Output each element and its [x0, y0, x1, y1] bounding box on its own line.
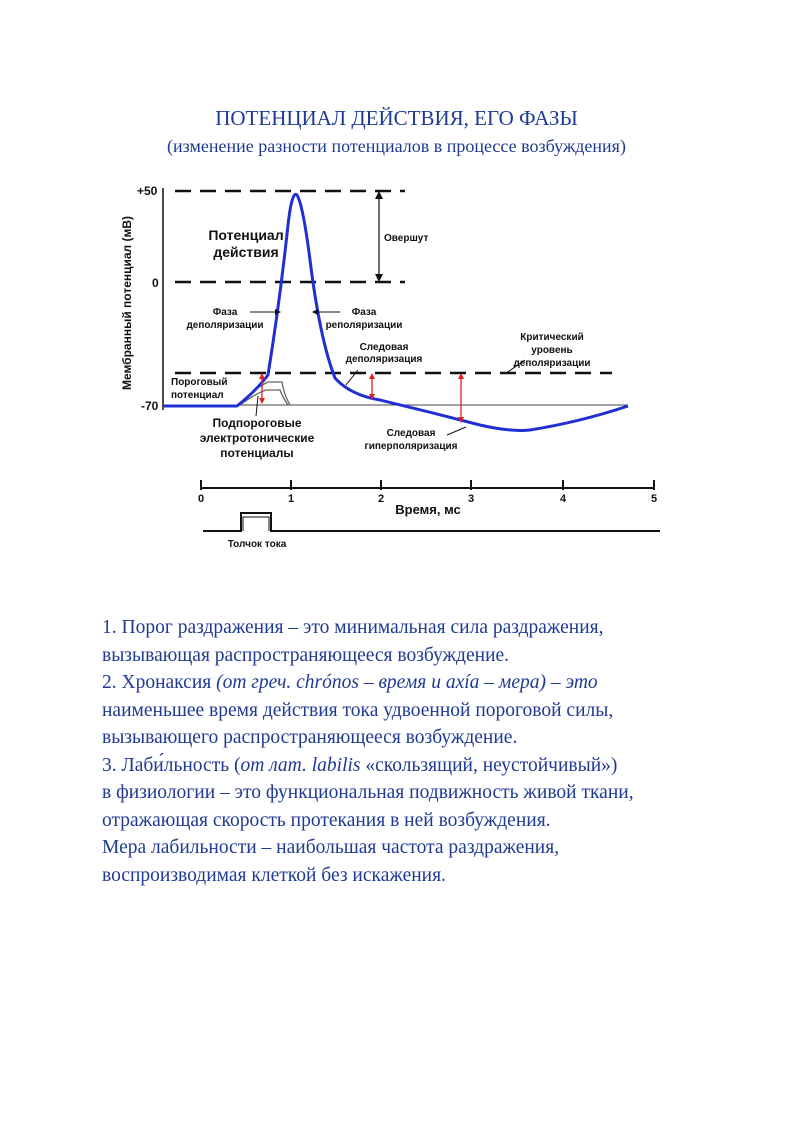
def-lability-line-1: 3. Лаби́льность (от лат. labilis «скользящий, неустойчивый») [102, 754, 618, 776]
def-chronaxie-line-2: наименьшее время действия тока удвоенной пороговой силы, [102, 699, 614, 721]
label-trace-depol-1: Следовая [359, 342, 409, 353]
label-action-potential-2: действия [213, 244, 279, 260]
label-trace-depol-2: деполяризация [345, 354, 423, 365]
def-lability-line-2: в физиологии – это функциональная подвижность живой ткани, [102, 782, 634, 803]
label-trace-hyper-2: гиперполяризация [364, 441, 458, 452]
x-tick-0: 0 [197, 493, 205, 505]
label-trace-hyper-1: Следовая [386, 428, 436, 439]
label-overshoot: Овершут [384, 233, 429, 244]
y-tick-minus70: -70 [141, 399, 159, 413]
y-tick-zero: 0 [152, 276, 159, 290]
x-tick-5: 5 [650, 493, 658, 505]
label-action-potential-1: Потенциал [208, 227, 284, 243]
y-axis-label: Мембранный потенциал (мВ) [120, 215, 134, 391]
page-title: ПОТЕНЦИАЛ ДЕЙСТВИЯ, ЕГО ФАЗЫ [215, 106, 578, 130]
def-lability-measure-line-1: Мера лабильности – наибольшая частота раздражения, [102, 837, 560, 858]
x-tick-1: 1 [287, 493, 295, 505]
def-chronaxie-line-1: 2. Хронаксия (от греч. chrónos – время и axía – мера) – это [102, 672, 598, 693]
label-critical-1: Критический [520, 332, 584, 343]
label-depol-2: деполяризации [186, 320, 264, 331]
label-stimulus: Толчок тока [227, 539, 287, 550]
x-tick-3: 3 [467, 493, 475, 505]
label-subthreshold-2: электротонические [199, 431, 315, 445]
def-chronaxie-line-3: вызывающего распространяющееся возбуждение. [102, 727, 518, 748]
label-critical-3: деполяризации [513, 358, 591, 369]
label-depol-1: Фаза [212, 307, 238, 318]
label-repol-1: Фаза [351, 307, 377, 318]
label-subthreshold-3: потенциалы [220, 446, 294, 460]
page-subtitle: (изменение разности потенциалов в процессе возбуждения) [167, 136, 626, 156]
def-threshold-line-2: вызывающая распространяющееся возбуждение. [102, 644, 510, 666]
definitions-text [102, 614, 762, 889]
x-axis-label: Время, мс [395, 502, 461, 517]
label-critical-2: уровень [531, 345, 573, 356]
def-lability-line-3: отражающая скорость протекания в ней возбуждения. [102, 809, 551, 831]
x-tick-2: 2 [377, 493, 385, 505]
label-repol-2: реполяризации [325, 320, 403, 331]
label-threshold-2: потенциал [171, 390, 224, 401]
action-potential-figure [0, 0, 793, 560]
x-tick-4: 4 [559, 493, 567, 505]
trace-hyper-pointer [447, 427, 466, 435]
label-subthreshold-1: Подпороговые [212, 416, 302, 430]
label-threshold-1: Пороговый [171, 377, 228, 388]
y-tick-plus50: +50 [137, 184, 158, 198]
subthreshold-pointer [256, 396, 258, 416]
def-threshold-line-1: 1. Порог раздражения – это минимальная сила раздражения, [102, 617, 604, 638]
def-lability-measure-line-2: воспроизводимая клеткой без искажения. [102, 864, 446, 886]
